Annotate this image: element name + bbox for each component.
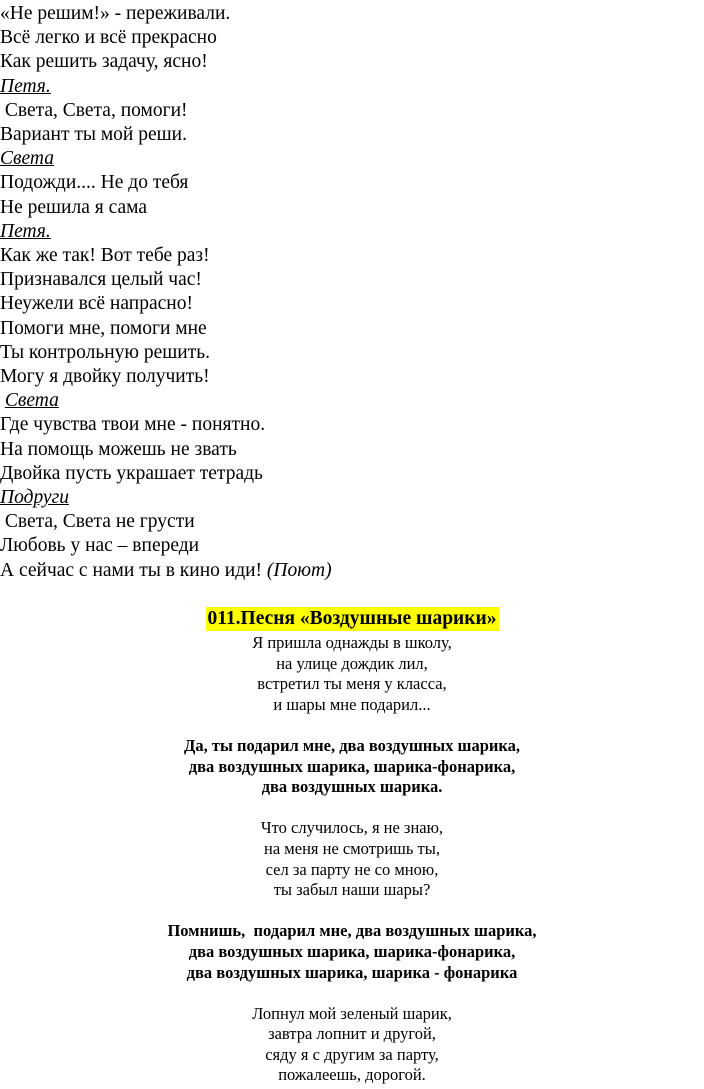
dialogue-line-text: Как решить задачу, ясно! [0, 51, 208, 73]
dialogue-line [0, 2, 700, 26]
speaker-name [0, 75, 700, 99]
dialogue-line [0, 171, 700, 195]
dialogue-line-text: Света, Света, помоги! [0, 99, 188, 121]
chorus-line: Помнишь, подарил мне, два воздушных шарика, [167, 921, 537, 941]
dialogue-line-text: Вариант ты мой реши. [0, 124, 187, 146]
dialogue-line-text: Ты контрольную решить. [0, 341, 210, 363]
chorus-line: два воздушных шарика, шарика - фонарика [186, 962, 518, 982]
dialogue-line [0, 365, 700, 389]
speaker-label: Света [4, 390, 59, 412]
verse-line: сяду я с другим за парту, [265, 1044, 439, 1064]
dialogue-line [0, 510, 700, 534]
dialogue-line [0, 26, 700, 50]
dialogue-line [0, 559, 700, 583]
dialogue-line-text: Двойка пусть украшает тетрадь [0, 462, 263, 484]
dialogue-line-text: Любовь у нас – впереди [0, 535, 200, 557]
dialogue-line [0, 268, 700, 292]
stage-direction: (Поют) [266, 559, 332, 581]
stanza-gap [0, 715, 704, 736]
dialogue-line-text: Всё легко и всё прекрасно [0, 27, 217, 49]
verse-line: Лопнул мой зеленый шарик, [252, 1003, 452, 1023]
chorus-line: два воздушных шарика, шарика-фонарика, [188, 941, 516, 961]
dialogue-line [0, 123, 700, 147]
verse-line: Я пришла однажды в школу, [252, 633, 452, 652]
dialogue-line [0, 341, 700, 365]
stanza-gap [0, 798, 704, 819]
dialogue-line-text: Света, Света не грусти [0, 511, 195, 533]
dialogue-text [0, 2, 700, 583]
dialogue-line [0, 244, 700, 268]
verse-line: Что случилось, я не знаю, [260, 818, 444, 838]
verse-line: на меня не смотришь ты, [264, 838, 440, 858]
song-section [0, 607, 704, 1086]
dialogue-line [0, 462, 700, 486]
speaker-name [0, 220, 700, 244]
speaker-name [0, 486, 700, 510]
verse-line: встретил ты меня у класса, [257, 674, 447, 694]
chorus-line: Да, ты подарил мне, два воздушных шарика, [183, 735, 521, 755]
dialogue-line [0, 196, 700, 220]
dialogue-line-text: Неужели всё напрасно! [0, 293, 193, 315]
dialogue-line-text: Не решила я сама [0, 196, 147, 218]
speaker-label: Петя. [0, 75, 51, 97]
dialogue-line-text: Где чувства твои мне - понятно. [0, 414, 266, 436]
dialogue-line [0, 534, 700, 558]
stanza-gap [0, 901, 704, 922]
dialogue-line-text: «Не решим!» - переживали. [0, 3, 231, 24]
dialogue-line-text: Помоги мне, помоги мне [0, 317, 207, 339]
dialogue-line [0, 438, 700, 462]
speaker-label: Подруги [0, 487, 69, 509]
verse-line: сел за парту не со мною, [265, 859, 439, 879]
dialogue-line-text: А сейчас с нами ты в кино иди! [0, 559, 267, 581]
verse-line: и шары мне подарил... [273, 694, 431, 714]
dialogue-line [0, 99, 700, 123]
verse-line: завтра лопнит и другой, [268, 1024, 436, 1044]
dialogue-line-text: Признавался целый час! [0, 269, 202, 291]
dialogue-line [0, 317, 700, 341]
verse-line: пожалеешь, дорогой. [278, 1065, 426, 1085]
chorus-line: два воздушных шарика. [261, 777, 443, 797]
song-lyrics [0, 633, 704, 1086]
verse-line: ты забыл наши шары? [273, 880, 431, 900]
verse-line: на улице дождик лил, [276, 653, 428, 673]
dialogue-line [0, 50, 700, 74]
chorus-line: два воздушных шарика, шарика-фонарика, [188, 756, 516, 776]
dialogue-line-text: Могу я двойку получить! [0, 366, 210, 388]
dialogue-line-text: Подожди.... Не до тебя [0, 172, 189, 194]
speaker-label: Петя. [0, 220, 51, 242]
dialogue-line-text: На помощь можешь не звать [0, 438, 237, 460]
speaker-name [0, 389, 700, 413]
song-title: 011.Песня «Воздушные шарики» [207, 608, 497, 629]
speaker-name [0, 147, 700, 171]
dialogue-line-text: Как же так! Вот тебе раз! [0, 245, 210, 267]
speaker-label: Света [0, 148, 54, 170]
dialogue-line [0, 292, 700, 316]
dialogue-line [0, 413, 700, 437]
stanza-gap [0, 983, 704, 1004]
